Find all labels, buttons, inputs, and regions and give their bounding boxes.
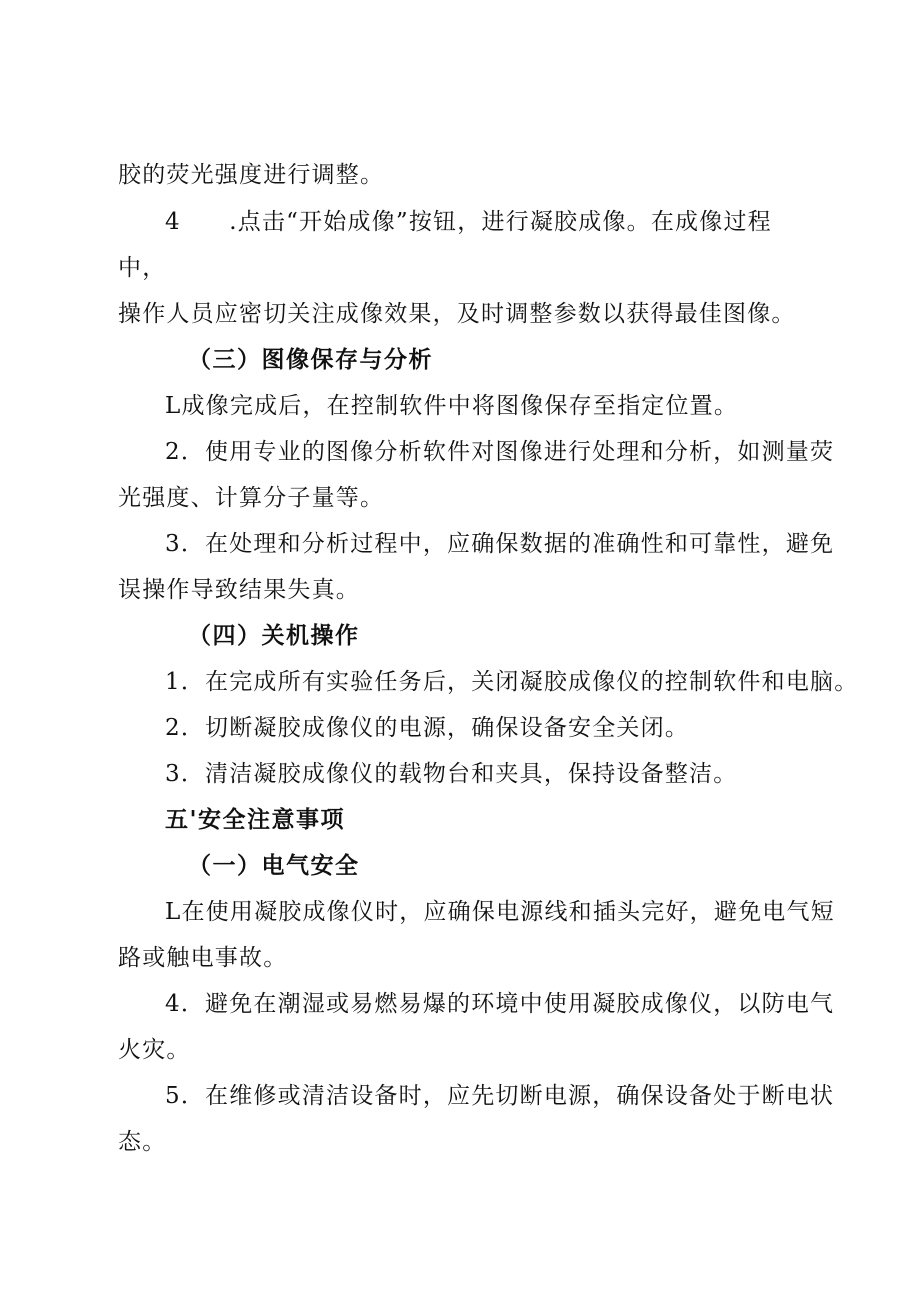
section-heading: （四）关机操作 xyxy=(188,623,360,649)
list-item-line: 3．清洁凝胶成像仪的载物台和夹具，保持设备整洁。 xyxy=(165,761,738,787)
list-item-line: 3．在处理和分析过程中，应确保数据的准确性和可靠性，避免 xyxy=(165,531,835,557)
body-text-line: 光强度、计算分子量等。 xyxy=(118,485,385,511)
body-text-line: 中， xyxy=(118,255,167,281)
body-text-line: 态。 xyxy=(118,1129,167,1155)
list-item-line: 5．在维修或清洁设备时，应先切断电源，确保设备处于断电状 xyxy=(165,1083,835,1109)
body-text-line: 误操作导致结果失真。 xyxy=(118,577,360,603)
chapter-heading: 五'安全注意事项 xyxy=(165,807,346,833)
list-item-line: 2．切断凝胶成像仪的电源，确保设备安全关闭。 xyxy=(165,715,690,741)
body-text-line: 胶的荧光强度进行调整。 xyxy=(118,162,385,188)
list-item-line: 1．在完成所有实验任务后，关闭凝胶成像仪的控制软件和电脑。 xyxy=(165,669,859,695)
list-item-line: L成像完成后，在控制软件中将图像保存至指定位置。 xyxy=(165,393,739,419)
section-heading: （一）电气安全 xyxy=(188,853,360,879)
section-heading: （三）图像保存与分析 xyxy=(188,347,433,373)
list-item-line: L在使用凝胶成像仪时，应确保电源线和插头完好，避免电气短 xyxy=(165,899,835,925)
list-item-line: 4 .点击“开始成像”按钮，进行凝胶成像。在成像过程 xyxy=(165,209,772,235)
body-text-line: 路或触电事故。 xyxy=(118,945,288,971)
body-text-line: 操作人员应密切关注成像效果，及时调整参数以获得最佳图像。 xyxy=(118,301,796,327)
list-item-line: 2．使用专业的图像分析软件对图像进行处理和分析，如测量荧 xyxy=(165,439,835,465)
body-text-line: 火灾。 xyxy=(118,1037,191,1063)
list-item-line: 4．避免在潮湿或易燃易爆的环境中使用凝胶成像仪，以防电气 xyxy=(165,991,835,1017)
